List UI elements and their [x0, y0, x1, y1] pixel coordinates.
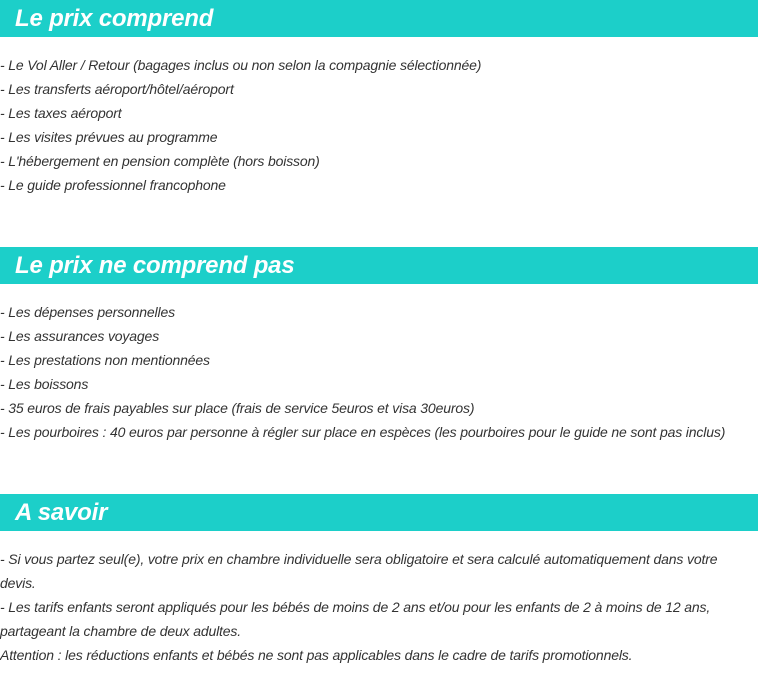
list-item: - Les visites prévues au programme: [0, 129, 218, 145]
list-item: - L'hébergement en pension complète (hors boisson): [0, 153, 320, 169]
list-item: - Le Vol Aller / Retour (bagages inclus ou non selon la compagnie sélectionnée): [0, 57, 482, 73]
section-header-good-to-know: [0, 494, 758, 531]
list-item: - Les dépenses personnelles: [0, 304, 175, 320]
list-item: - Les assurances voyages: [0, 328, 160, 344]
list-item: - Les taxes aéroport: [0, 105, 122, 121]
list-item: - Les boissons: [0, 376, 89, 392]
section-header-not-included: [0, 247, 758, 284]
list-item: - Les transferts aéroport/hôtel/aéroport: [0, 81, 234, 97]
not-included-list: [0, 300, 758, 444]
list-item: - Le guide professionnel francophone: [0, 177, 226, 193]
list-item: - Les prestations non mentionnées: [0, 352, 210, 368]
info-paragraph: - Les tarifs enfants seront appliqués pour les bébés de moins de 2 ans et/ou pour les enfants de 2 à moins de 12 ans, partageant la chambre de deux adultes.: [0, 599, 711, 639]
list-item: - 35 euros de frais payables sur place (frais de service 5euros et visa 30euros): [0, 400, 475, 416]
good-to-know-text: [0, 547, 758, 667]
section-title: Le prix comprend: [15, 5, 214, 32]
section-title: Le prix ne comprend pas: [15, 252, 295, 279]
included-list: [0, 53, 758, 197]
info-paragraph: - Si vous partez seul(e), votre prix en chambre individuelle sera obligatoire et sera calculé automatiquement dans votre devis.: [0, 551, 718, 591]
list-item: - Les pourboires : 40 euros par personne à régler sur place en espèces (les pourboires pour le guide ne sont pas inclus): [0, 424, 726, 440]
info-paragraph: Attention : les réductions enfants et bébés ne sont pas applicables dans le cadre de tarifs promotionnels.: [0, 647, 633, 663]
section-title: A savoir: [15, 499, 108, 526]
section-header-included: [0, 0, 758, 37]
